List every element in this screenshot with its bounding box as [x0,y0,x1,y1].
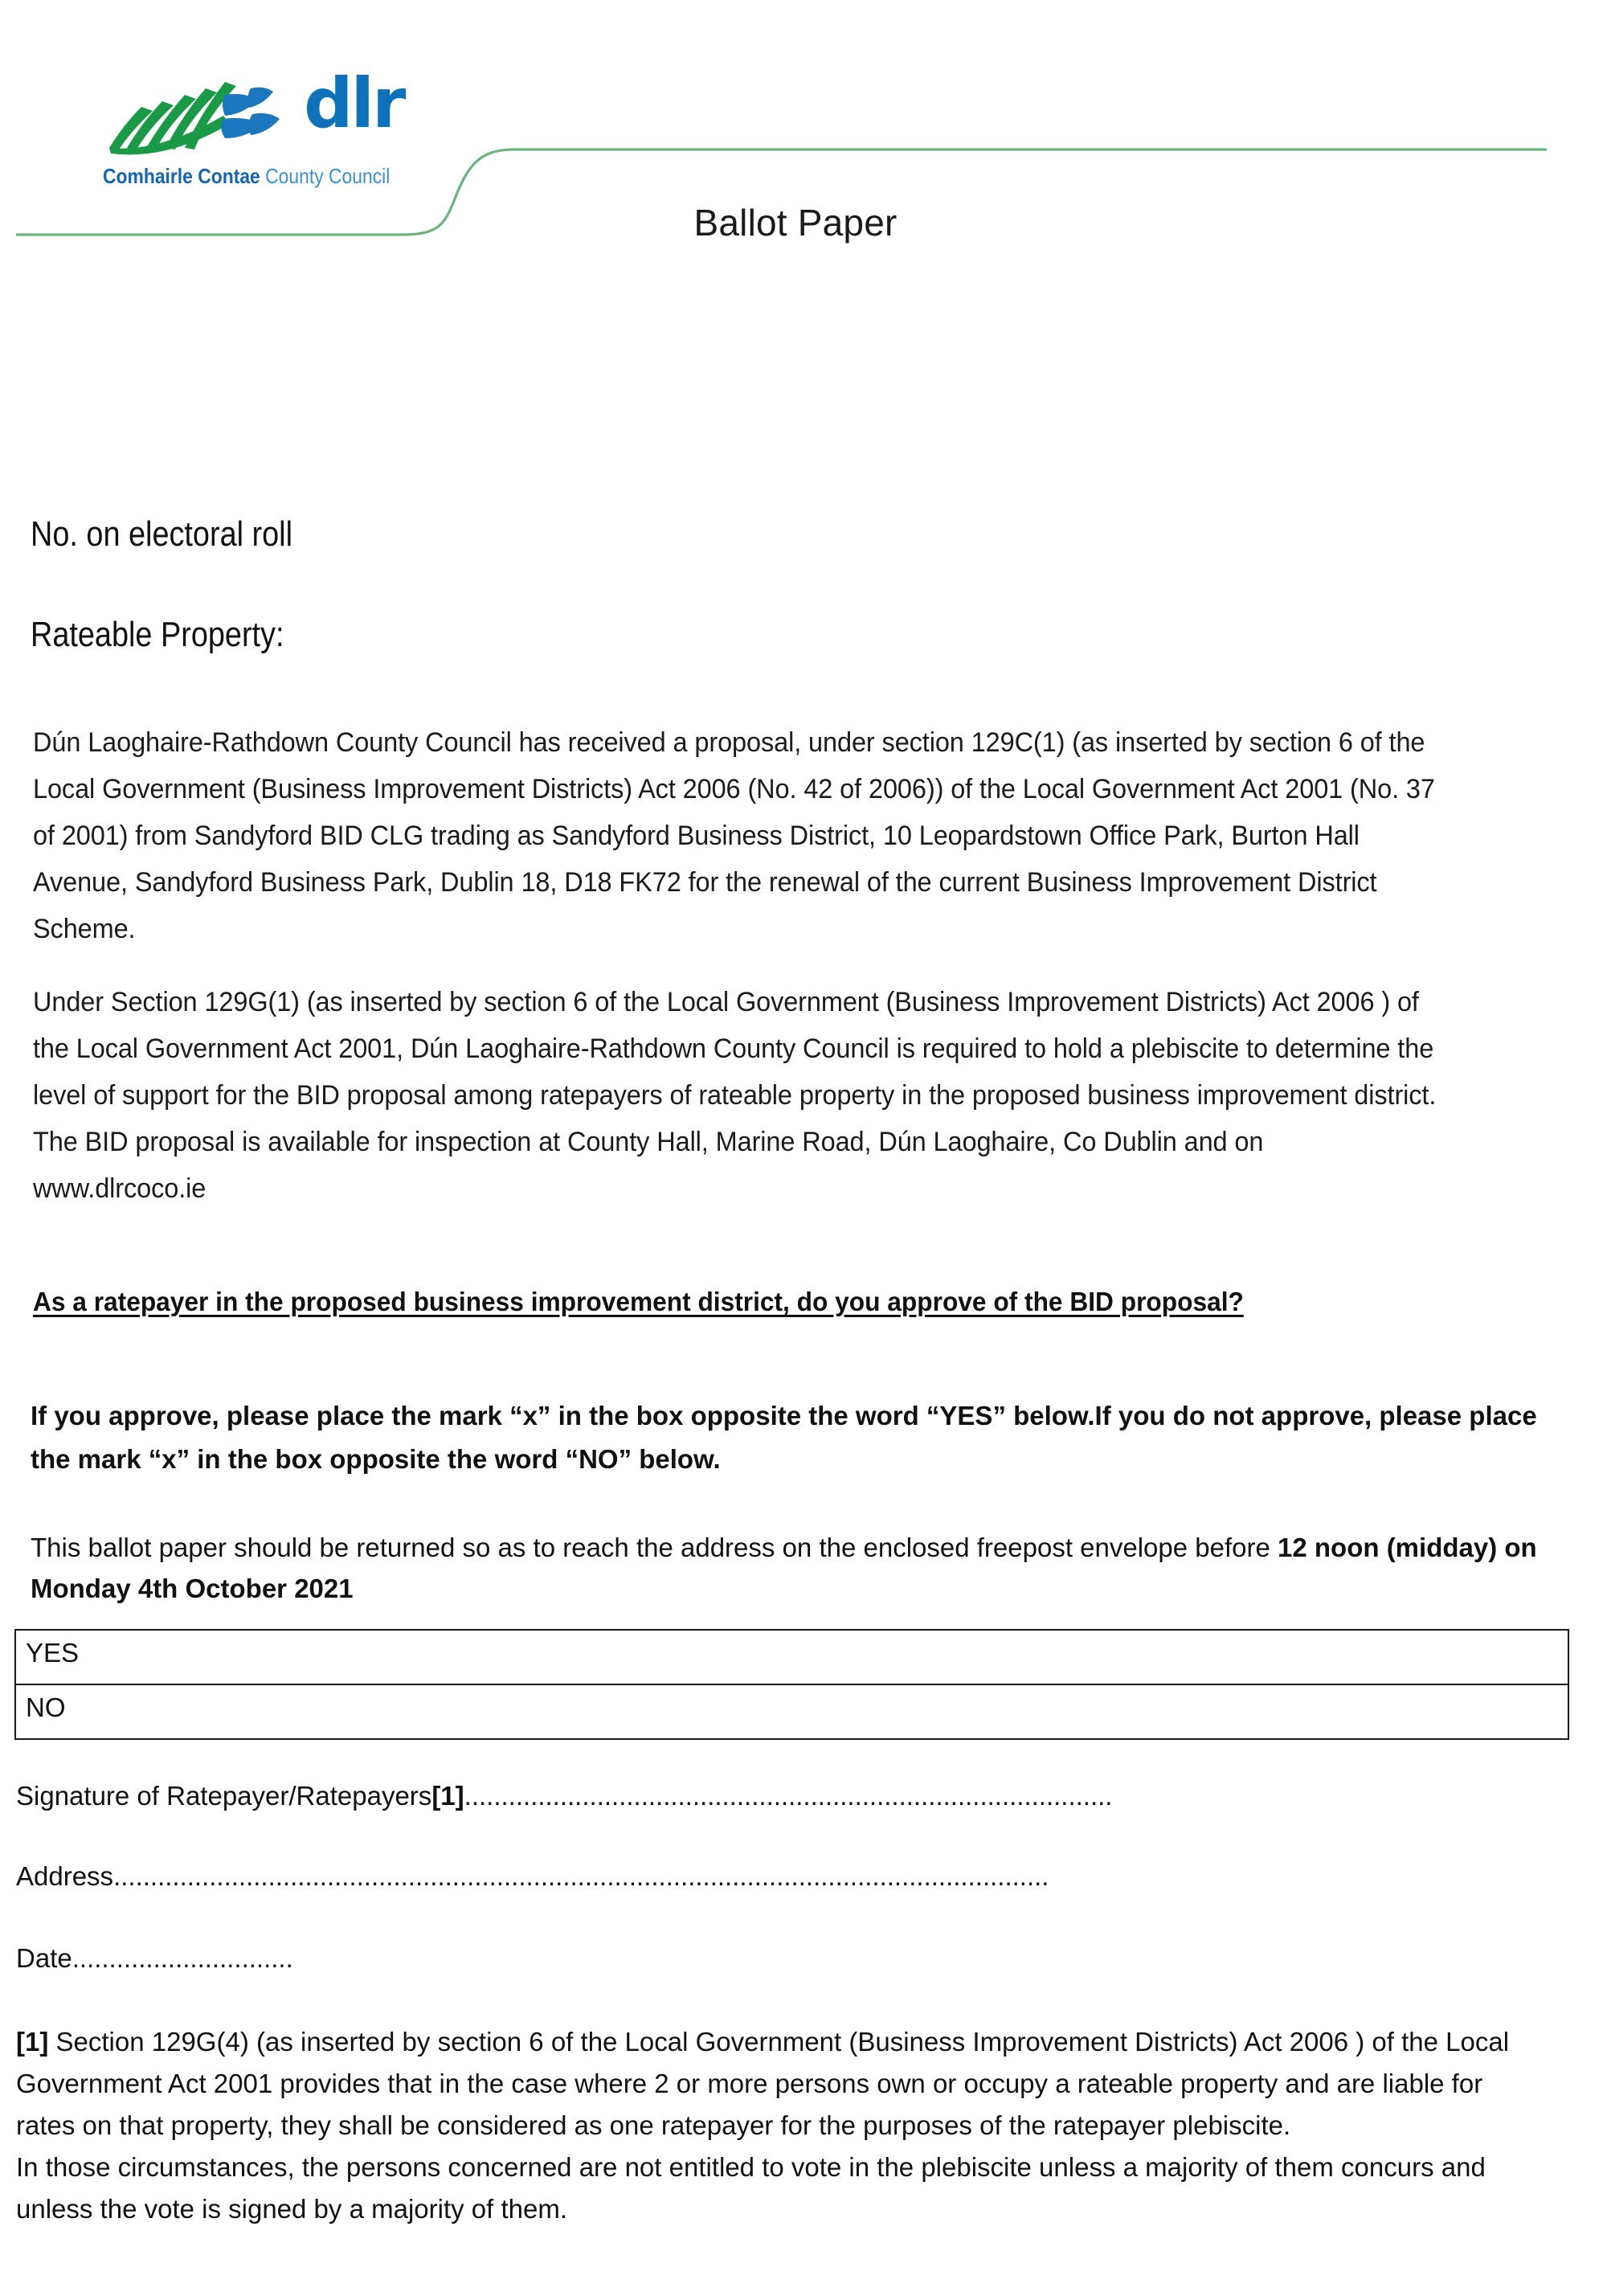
date-label: Date [16,1943,72,1973]
dlr-logo-wordmark: dlr [304,63,404,144]
signature-footnote-ref: [1] [431,1781,464,1811]
return-instruction [31,1527,1561,1609]
page-title: Ballot Paper [693,202,898,244]
footnote-text-2: In those circumstances, the persons concerned are not entitled to vote in the plebiscite unless a majority of them concurs and unless the vote is signed by a majority of them. [16,2152,1486,2224]
electoral-roll-heading: No. on electoral roll [31,514,293,554]
signature-field-line[interactable] [16,1778,1112,1814]
vote-option-yes-label: YES [26,1638,80,1668]
address-field-line[interactable] [16,1859,1049,1894]
vote-option-no-label: NO [26,1692,66,1722]
address-dotted-line: ............................................................................................................................... [113,1861,1049,1891]
footnote-text-1: Section 129G(4) (as inserted by section 6 of the Local Government (Business Improvement Districts) Act 2006 ) of the Local Government Act 2001 provides that in the case where 2 or more persons own or occupy a rateable property and are liable for rates on that property, they shall be considered as one ratepayer for the purposes of the ratepayer plebiscite. [16,2027,1510,2140]
vote-option-yes-cell[interactable] [15,1630,1568,1684]
proposal-paragraph: Dún Laoghaire-Rathdown County Council has received a proposal, under section 129C(1) (as inserted by section 6 of the Local Government (Business Improvement Districts) Act 2006 (No. 42 of 2006)) of the Local Government Act 2001 (No. 37 of 2001) from Sandyford BID CLG trading as Sandyford Business District, 10 Leopardstown Office Park, Burton Hall Avenue, Sandyford Business Park, Dublin 18, D18 FK72 for the renewal of the current Business Improvement District Scheme. [33,727,1435,944]
address-label: Address [16,1861,114,1891]
logo-subtitle-english: County Council [260,164,391,188]
vote-options-table [14,1629,1569,1740]
table-row[interactable] [15,1630,1568,1684]
date-field-line[interactable] [16,1941,293,1976]
footnote-paragraph-1 [16,2027,1509,2140]
ballot-question: As a ratepayer in the proposed business improvement district, do you approve of the BID proposal? [33,1287,1244,1316]
return-instruction-prefix: This ballot paper should be returned so as to reach the address on the enclosed freepost envelope before [31,1533,1278,1562]
signature-label: Signature of Ratepayer/Ratepayers [16,1781,432,1811]
footnote-block [16,2021,1527,2230]
plebiscite-paragraph: Under Section 129G(1) (as inserted by section 6 of the Local Government (Business Improvement Districts) Act 2006 ) of the Local Government Act 2001, Dún Laoghaire-Rathdown County Council is required to hold a plebiscite to determine the level of support for the BID proposal among ratepayers of rateable property in the proposed business improvement district. The BID proposal is available for inspection at County Hall, Marine Road, Dún Laoghaire, Co Dublin and on www.dlrcoco.ie [33,987,1437,1204]
return-deadline: 12 noon (midday) on Monday 4th October 2021 [31,1533,1537,1603]
rateable-property-heading: Rateable Property: [31,615,284,654]
logo-subtitle-irish: Comhairle Contae [103,164,260,188]
marking-instruction: If you approve, please place the mark “x” in the box opposite the word “YES” below.If you do not approve, please place the mark “x” in the box opposite the word “NO” below. [31,1401,1537,1474]
date-dotted-line: .............................. [72,1943,293,1973]
table-row[interactable] [15,1684,1568,1739]
vote-option-no-cell[interactable] [15,1684,1568,1739]
page-header [0,0,1607,265]
footnote-ref: [1] [16,2027,49,2057]
signature-dotted-line: ........................................................................................ [464,1781,1113,1811]
